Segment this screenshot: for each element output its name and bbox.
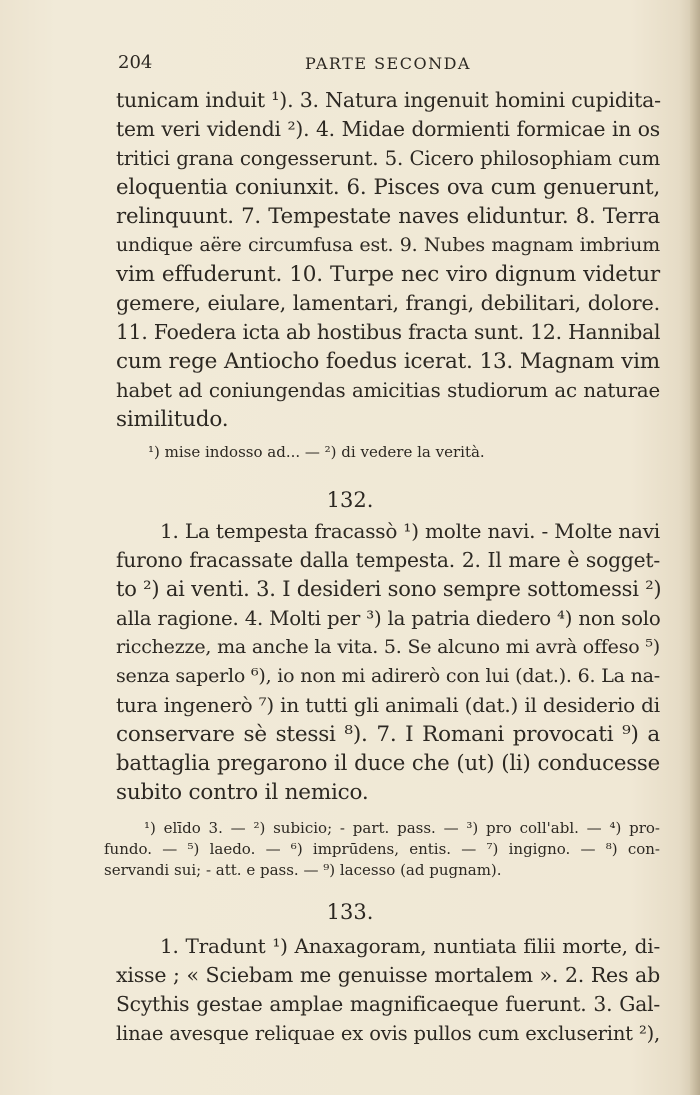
text-line: 1. Tradunt ¹) Anaxagoram, nuntiata filii morte, di- [160, 934, 660, 958]
running-title: PARTE SECONDA [305, 54, 471, 73]
footnote-line: ¹) mise indosso ad... — ²) di vedere la verità. [148, 443, 485, 461]
footnote-line: fundo. — ⁵) laedo. — ⁶) imprūdens, entis. — ⁷) ingigno. — ⁸) con- [104, 840, 660, 858]
section-number: 132. [326, 488, 374, 512]
text-line: to ²) ai venti. 3. I desideri sono sempre sottomessi ²) [116, 577, 662, 601]
text-line: linae avesque reliquae ex ovis pullos cum excluserint ²), [116, 1022, 660, 1045]
text-line: gemere, eiulare, lamentari, frangi, debilitari, dolore. [116, 291, 660, 315]
text-line: tunicam induit ¹). 3. Natura ingenuit homini cupidita- [116, 88, 661, 112]
section-131-footnotes [148, 442, 548, 463]
text-line: cum rege Antiocho foedus icerat. 13. Magnam vim [116, 349, 660, 374]
text-line: 1. La tempesta fracassò ¹) molte navi. - Molte navi [160, 519, 660, 543]
text-line: subito contro il nemico. [116, 780, 369, 805]
text-line: battaglia pregarono il duce che (ut) (li) conducesse [116, 751, 660, 776]
text-line: similitudo. [116, 407, 229, 432]
text-line: relinquunt. 7. Tempestate naves eliduntur. 8. Terra [116, 204, 660, 229]
text-line: alla ragione. 4. Molti per ³) la patria diedero ⁴) non solo [116, 607, 661, 630]
section-132-footnotes [104, 818, 660, 881]
text-line: xisse ; « Sciebam me genuisse mortalem ». 2. Res ab [116, 963, 660, 987]
page-header [118, 52, 658, 82]
footnote-line: ¹) elīdo 3. — ²) subicio; - part. pass. — ³) pro coll'abl. — ⁴) pro- [144, 819, 660, 837]
section-132-body [116, 517, 660, 807]
text-line: undique aëre circumfusa est. 9. Nubes magnam imbrium [116, 234, 660, 256]
text-line: vim effuderunt. 10. Turpe nec viro dignum videtur [116, 262, 660, 287]
text-line: tem veri videndi ²). 4. Midae dormienti formicae in os [116, 117, 660, 141]
text-line: ricchezze, ma anche la vita. 5. Se alcuno mi avrà offeso ⁵) [116, 636, 660, 658]
section-133-body [116, 932, 660, 1048]
section-number: 133. [326, 900, 374, 924]
text-line: tritici grana congesserunt. 5. Cicero philosophiam cum [116, 147, 660, 170]
section-131-body [116, 86, 660, 434]
text-line: tura ingenerò ⁷) in tutti gli animali (dat.) il desiderio di [116, 693, 660, 717]
text-line: eloquentia coniunxit. 6. Pisces ova cum genuerunt, [116, 175, 660, 200]
text-line: 11. Foedera icta ab hostibus fracta sunt. 12. Hannibal [116, 320, 661, 344]
footnote-line: servandi sui; - att. e pass. — ⁹) lacesso (ad pugnam). [104, 861, 502, 879]
text-line: Scythis gestae amplae magnificaeque fuerunt. 3. Gal- [116, 992, 660, 1016]
page-edge [690, 0, 700, 1095]
text-line: furono fracassate dalla tempesta. 2. Il mare è sogget- [116, 548, 660, 572]
text-line: senza saperlo ⁶), io non mi adirerò con lui (dat.). 6. La na- [116, 665, 660, 687]
text-line: habet ad coniungendas amicitias studiorum ac naturae [116, 379, 660, 402]
text-line: conservare sè stessi ⁸). 7. I Romani provocati ⁹) a [116, 722, 660, 747]
page-number: 204 [118, 52, 153, 73]
